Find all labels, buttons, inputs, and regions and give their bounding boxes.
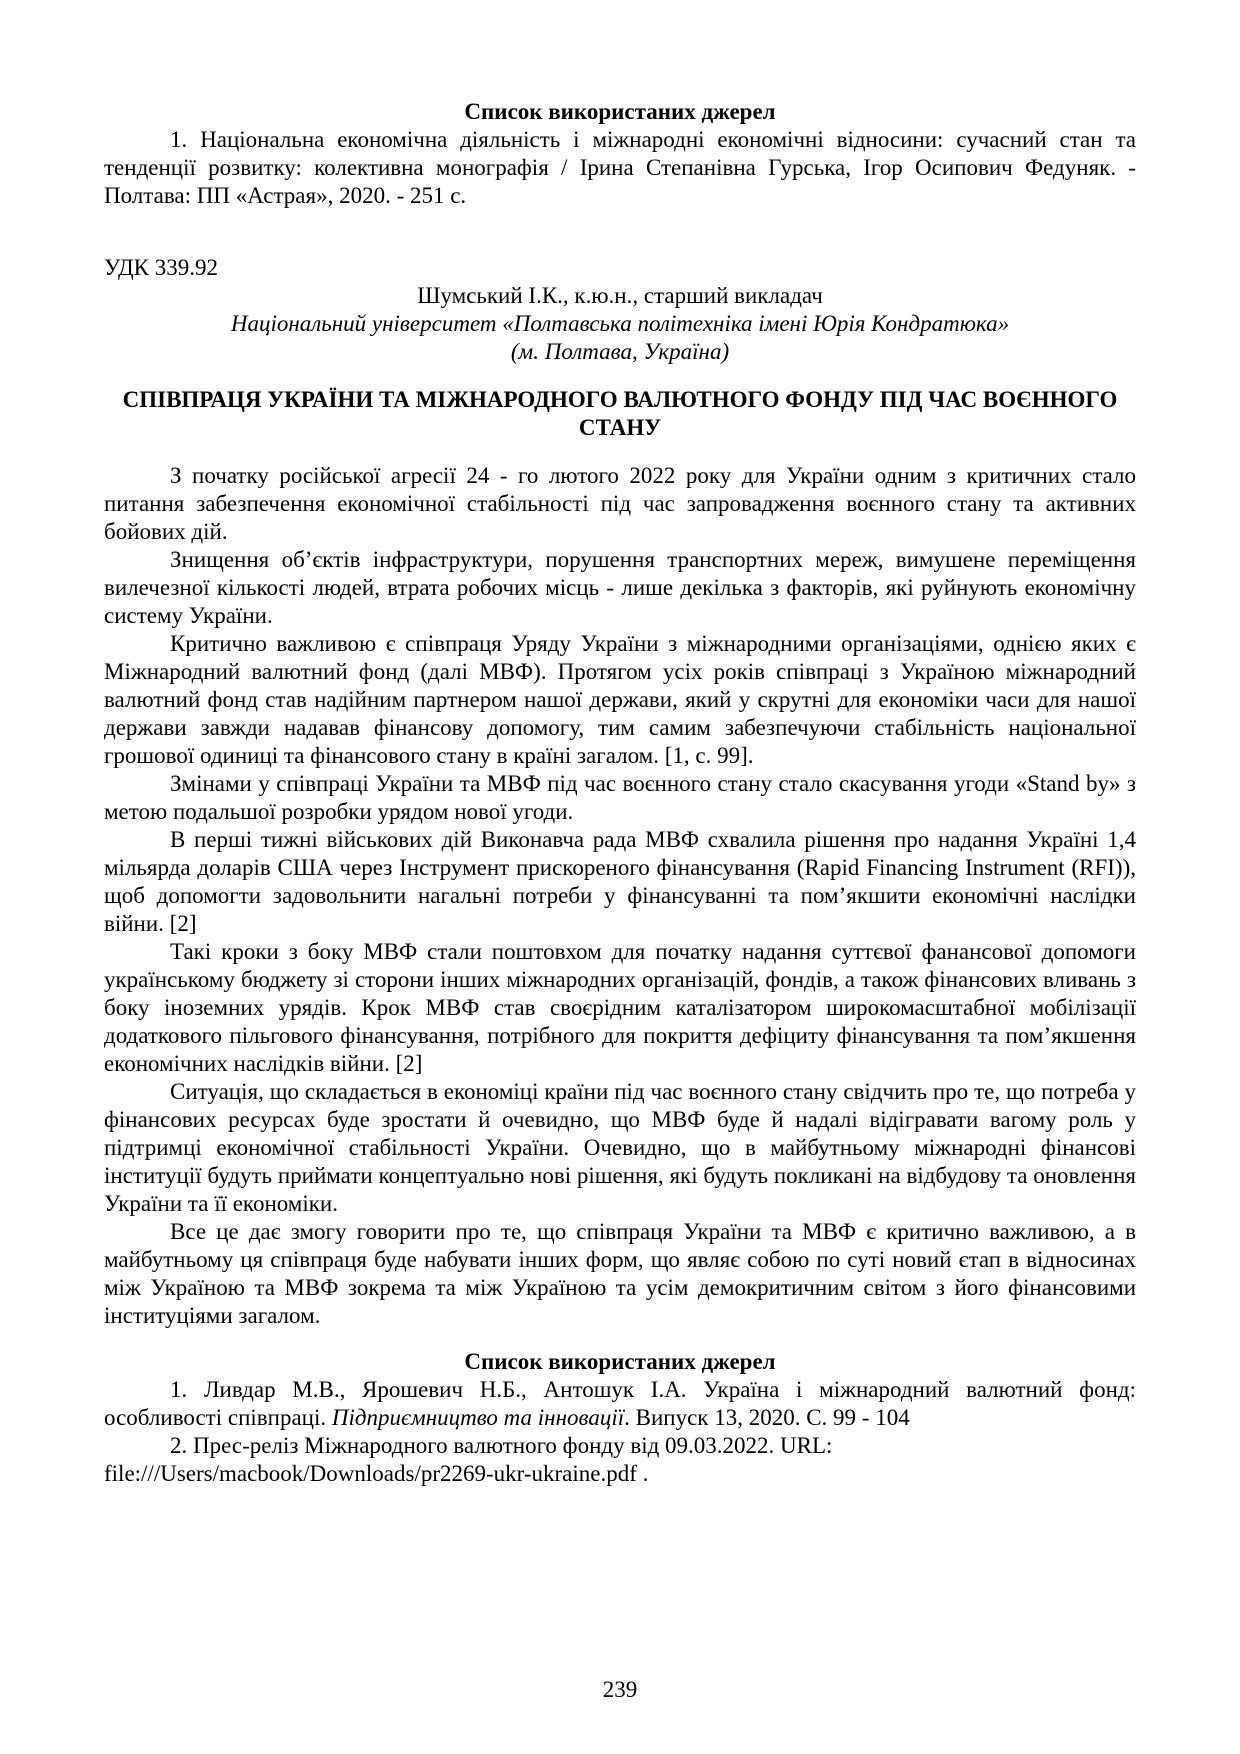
previous-article-references	[104, 98, 1136, 210]
author-block	[104, 282, 1136, 366]
article-title: СПІВПРАЦЯ УКРАЇНИ ТА МІЖНАРОДНОГО ВАЛЮТНОГО ФОНДУ ПІД ЧАС ВОЄННОГО СТАНУ	[122, 387, 1118, 440]
references-heading: Список використаних джерел	[464, 1349, 776, 1374]
location-line: (м. Полтава, Україна)	[510, 339, 730, 364]
reference-url: file:///Users/macbook/Downloads/pr2269-ukr-ukraine.pdf .	[104, 1461, 649, 1486]
body-paragraph: З початку російської агресії 24 - го лютого 2022 року для України одним з критичних стало питання забезпечення економічної стабільності під час запровадження воєнного стану та активних бойових дій.	[104, 463, 1136, 544]
previous-reference-item: 1. Національна економічна діяльність і міжнародні економічні відносини: сучасний стан та тенденції розвитку: колективна монографія / Ірина Степанівна Гурська, Ігор Осипович Федуняк. - Полтава: ПП «Астрая», 2020. - 251 с.	[104, 127, 1136, 208]
reference-item	[104, 1432, 1136, 1488]
reference-text: 2. Прес-реліз Міжнародного валютного фонду від 09.03.2022. URL:	[170, 1433, 833, 1458]
page-number: 239	[602, 1677, 638, 1702]
author-line: Шумський І.К., к.ю.н., старший викладач	[417, 283, 823, 308]
reference-journal-title: Підприємництво та інновації	[331, 1405, 625, 1430]
body-paragraph: Критично важливою є співпраця Уряду України з міжнародними організаціями, однією яких є Міжнародний валютний фонд (далі МВФ). Протягом усіх років співпраці з Україною міжнародний валютний фонд став надійним партнером нашої держави, який у скрутні для економіки часи для нашої держави завжди надавав фінансову допомогу, тим самим забезпечуючи стабільність національної грошової одиниці та фінансового стану в країні загалом. [1, с. 99].	[104, 631, 1136, 768]
article-body	[104, 462, 1136, 1330]
body-paragraph: Знищення об’єктів інфраструктури, порушення транспортних мереж, вимушене переміщення вилечезної кількості людей, втрата робочих місць - лише декілька з факторів, які руйнують економічну систему України.	[104, 547, 1136, 628]
body-paragraph: Такі кроки з боку МВФ стали поштовхом для початку надання суттєвої фанансової допомоги українському бюджету зі сторони інших міжнародних організацій, фондів, а також фінансових вливань з боку іноземних урядів. Крок МВФ став своєрідним каталізатором широкомасштабної мобілізації додаткового пільгового фінансування, потрібного для покриття дефіциту фінансування та пом’якшення економічних наслідків війни. [2]	[104, 939, 1136, 1076]
references-section	[104, 1348, 1136, 1488]
body-paragraph: Ситуація, що складається в економіці країни під час воєнного стану свідчить про те, що потреба у фінансових ресурсах буде зростати й очевидно, що МВФ буде й надалі відігравати вагому роль у підтримці економічної стабільності України. Очевидно, що в майбутньому міжнародні фінансові інституції будуть приймати концептуально нові рішення, які будуть покликані на відбудову та оновлення України та її економіки.	[104, 1079, 1136, 1216]
body-paragraph: Змінами у співпраці України та МВФ під час воєнного стану стало скасування угоди «Stand by» з метою подальшої розробки урядом нової угоди.	[104, 771, 1136, 824]
body-paragraph: Все це дає змогу говорити про те, що співпраця України та МВФ є критично важливою, а в майбутньому ця співпраця буде набувати інших форм, що являє собою по суті новий єтап в відносинах між Україною та МВФ зокрема та між Україною та усім демокритичним світом з його фінансовими інституціями загалом.	[104, 1219, 1136, 1328]
previous-references-heading: Список використаних джерел	[464, 99, 776, 124]
body-paragraph: В перші тижні військових дій Виконавча рада МВФ схвалила рішення про надання Україні 1,4 мільярда доларів США через Інструмент прискореного фінансування (Rapid Financing Instrument (RFI)), щоб допомогти задовольнити нагальні потреби у фінансуванні та пом’якшити економічні наслідки війни. [2]	[104, 827, 1136, 936]
reference-item	[104, 1376, 1136, 1432]
udk-code: УДК 339.92	[104, 255, 218, 280]
affiliation-line: Національний університет «Полтавська політехніка імені Юрія Кондратюка»	[230, 311, 1010, 336]
reference-text: . Випуск 13, 2020. С. 99 - 104	[624, 1405, 910, 1430]
reference-text: 1. Ливдар М.В., Ярошевич Н.Б., Антошук І.А. Україна і міжнародний валютний фонд: особливості співпраці.	[104, 1377, 1136, 1430]
